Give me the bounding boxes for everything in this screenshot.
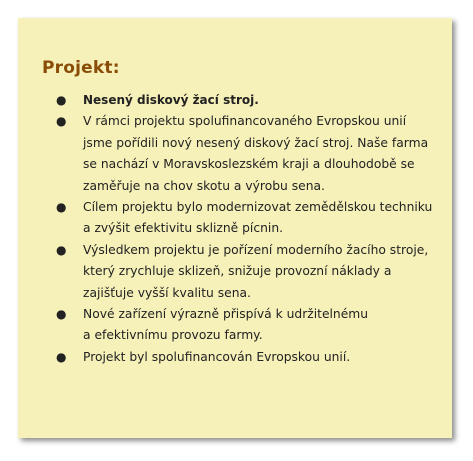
- bullet-icon: ●: [56, 114, 67, 129]
- project-list: [18, 90, 452, 368]
- project-title: Projekt:: [42, 58, 120, 78]
- project-card: [18, 18, 452, 438]
- list-item-text: Nesený diskový žací stroj.: [83, 93, 259, 107]
- bullet-icon: ●: [56, 242, 67, 257]
- list-item-text: Cílem projektu bylo modernizovat zemědělskou techniku a zvýšit efektivitu sklizně pícnin.: [83, 200, 433, 236]
- bullet-icon: ●: [56, 200, 67, 215]
- list-item-text: V rámci projektu spolufinancovaného Evropskou unií jsme pořídili nový nesený diskový žací stroj. Naše farma se nachází v Moravskoslezském kraji a dlouhodobě se zaměřuje na chov skotu a výrobu sena.: [83, 114, 429, 193]
- list-item-text: Výsledkem projektu je pořízení moderního žacího stroje, který zrychluje sklizeň, snižuje provozní náklady a zajišťuje vyšší kvalitu sena.: [83, 242, 429, 300]
- bullet-icon: ●: [56, 307, 67, 322]
- bullet-icon: ●: [56, 93, 67, 107]
- list-item-text-continued: a efektivnímu provozu farmy.: [83, 328, 263, 343]
- list-item: [18, 90, 452, 111]
- list-item: [18, 240, 452, 304]
- list-item: [18, 197, 452, 240]
- list-item: [18, 347, 452, 368]
- list-item-text: Nové zařízení výrazně přispívá k udržitelnému: [83, 307, 369, 322]
- list-item: [18, 111, 452, 197]
- list-item-text: Projekt byl spolufinancován Evropskou unií.: [83, 349, 351, 364]
- list-item: [18, 304, 452, 347]
- bullet-icon: ●: [56, 349, 67, 364]
